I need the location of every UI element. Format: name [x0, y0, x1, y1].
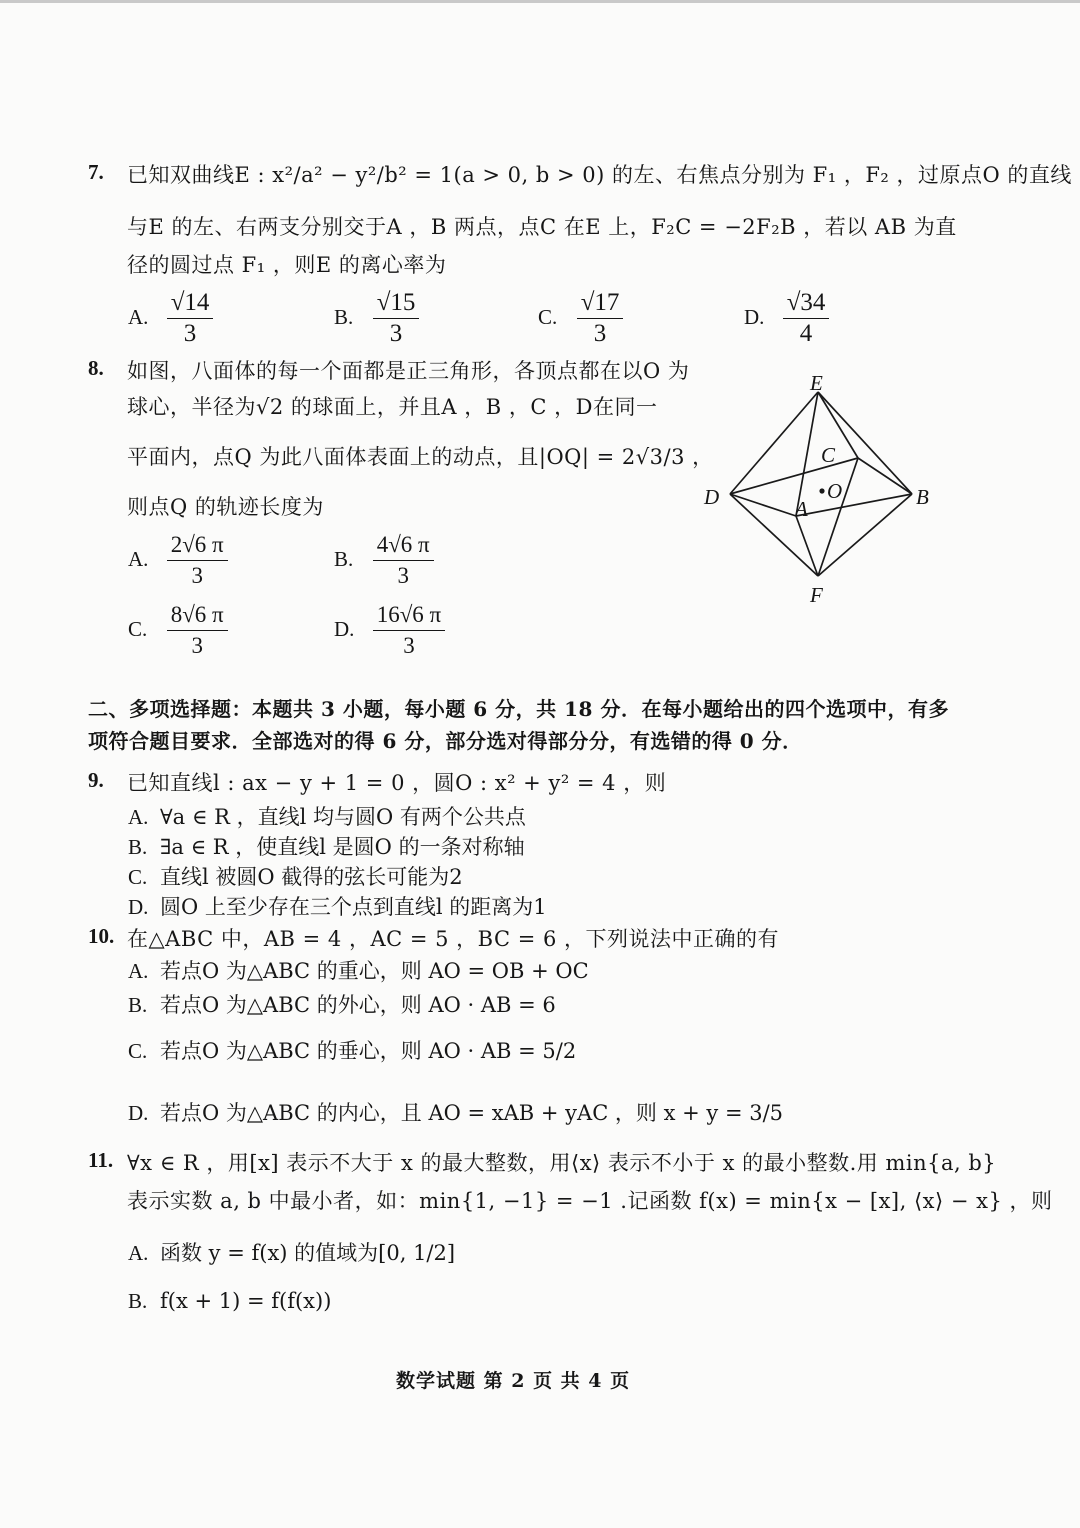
section2-line1: 二、多项选择题：本题共 3 小题，每小题 6 分，共 18 分．在每小题给出的四个选项中，有多 [88, 697, 949, 721]
option-denominator: 3 [183, 320, 197, 347]
top-border [0, 0, 1080, 3]
option-numerator: 16√6 π [373, 600, 446, 631]
q7-option-b[interactable] [334, 288, 419, 349]
q8-number: 8. [88, 356, 104, 380]
q7-number: 7. [88, 160, 104, 184]
q8-option-d[interactable] [334, 600, 445, 661]
q8-line3: 平面内，点Q 为此八面体表面上的动点，且|OQ| = 2√3/3 ， [127, 445, 714, 469]
option-label: A. [128, 547, 149, 571]
option-label: B. [334, 547, 354, 571]
option-denominator: 3 [191, 633, 203, 658]
q8-line1: 如图，八面体的每一个面都是正三角形，各顶点都在以O 为 [127, 359, 690, 383]
option-label: C. [128, 1039, 148, 1063]
option-numerator: 2√6 π [167, 530, 228, 561]
option-numerator: 8√6 π [167, 600, 228, 631]
edge-AF [796, 516, 818, 576]
option-label: A. [128, 959, 149, 983]
section2-line2: 项符合题目要求．全部选对的得 6 分，部分选对得部分分，有选错的得 0 分． [88, 729, 803, 753]
q9-option-a[interactable] [128, 802, 526, 832]
q9-option-d[interactable] [128, 892, 547, 922]
center-point [819, 488, 824, 493]
option-text: 直线l 被圆O 截得的弦长可能为2 [160, 865, 463, 889]
q8-option-a[interactable] [128, 530, 228, 591]
page-footer: 数学试题 第 2 页 共 4 页 [396, 1370, 631, 1392]
vertex-label-d: D [704, 485, 720, 509]
q10-number: 10. [88, 924, 115, 948]
vertex-label-a: A [795, 497, 808, 521]
option-denominator: 3 [593, 320, 607, 347]
option-label: C. [538, 305, 558, 329]
option-denominator: 4 [799, 320, 813, 347]
q7-line1: 已知双曲线E : x²/a² − y²/b² = 1(a > 0, b > 0) 的左、右焦点分别为 F₁ ，F₂ ，过原点O 的直线 [127, 163, 1072, 187]
q8-option-b[interactable] [334, 530, 434, 591]
q11-line2: 表示实数 a, b 中最小者，如：min{1, −1} = −1 .记函数 f(x) = min{x − [x], ⟨x⟩ − x} ，则 [127, 1189, 1053, 1213]
edge-AB [796, 494, 912, 516]
option-label: C. [128, 865, 148, 889]
edge-ED [730, 392, 818, 494]
option-numerator: 4√6 π [373, 530, 434, 561]
option-text: ∃a ∈ R ，使直线l 是圆O 的一条对称轴 [160, 835, 525, 859]
option-text: f(x + 1) = f(f(x)) [160, 1289, 332, 1313]
option-label: A. [128, 805, 149, 829]
q7-option-c[interactable] [538, 288, 623, 349]
center-label-o: O [827, 479, 843, 503]
option-label: D. [334, 617, 355, 641]
option-text: 若点O 为△ABC 的重心，则 AO = OB + OC [160, 959, 589, 983]
vertex-label-f: F [810, 583, 823, 607]
option-label: B. [128, 835, 148, 859]
option-label: D. [128, 1101, 149, 1125]
option-denominator: 3 [397, 563, 409, 588]
vertex-label-b: B [916, 485, 929, 509]
q8-line2: 球心，半径为√2 的球面上，并且A ，B ，C ，D在同一 [127, 395, 658, 419]
option-denominator: 3 [191, 563, 203, 588]
q11-number: 11. [88, 1148, 114, 1172]
option-label: A. [128, 1241, 149, 1265]
q9-stem: 已知直线l : ax − y + 1 = 0 ，圆O : x² + y² = 4 ，则 [127, 771, 667, 795]
option-label: B. [128, 993, 148, 1017]
octahedron-figure [690, 370, 950, 610]
q7-option-d[interactable] [744, 288, 829, 349]
option-label: D. [128, 895, 149, 919]
q9-option-c[interactable] [128, 862, 463, 892]
q11-option-b[interactable] [128, 1286, 331, 1316]
option-numerator: √15 [373, 288, 420, 319]
option-label: B. [334, 305, 354, 329]
option-numerator: √17 [577, 288, 624, 319]
q10-option-b[interactable] [128, 990, 556, 1020]
edge-CB [858, 458, 912, 494]
q7-line3: 径的圆过点 F₁ ，则E 的离心率为 [127, 253, 447, 277]
option-numerator: √34 [783, 288, 830, 319]
option-denominator: 3 [403, 633, 415, 658]
option-numerator: √14 [167, 288, 214, 319]
q10-option-d[interactable] [128, 1098, 783, 1128]
option-label: B. [128, 1289, 148, 1313]
option-denominator: 3 [389, 320, 403, 347]
q8-option-c[interactable] [128, 600, 228, 661]
option-text: 函数 y = f(x) 的值域为[0, 1/2] [160, 1241, 456, 1265]
option-text: 若点O 为△ABC 的垂心，则 AO · AB = 5/2 [160, 1039, 577, 1063]
q10-stem: 在△ABC 中，AB = 4 ，AC = 5 ，BC = 6 ，下列说法中正确的有 [127, 927, 780, 951]
option-label: C. [128, 617, 148, 641]
option-text: 圆O 上至少存在三个点到直线l 的距离为1 [160, 895, 547, 919]
option-label: A. [128, 305, 149, 329]
q10-option-a[interactable] [128, 956, 589, 986]
q11-option-a[interactable] [128, 1238, 455, 1268]
q10-option-c[interactable] [128, 1036, 576, 1066]
option-text: 若点O 为△ABC 的外心，则 AO · AB = 6 [160, 993, 556, 1017]
q8-line4: 则点Q 的轨迹长度为 [127, 495, 324, 519]
q7-option-a[interactable] [128, 288, 213, 349]
edge-DA [730, 494, 796, 516]
q9-number: 9. [88, 768, 104, 792]
option-label: D. [744, 305, 765, 329]
option-text: ∀a ∈ R ，直线l 均与圆O 有两个公共点 [160, 805, 526, 829]
vertex-label-c: C [821, 443, 836, 467]
option-text: 若点O 为△ABC 的内心，且 AO = xAB + yAC ，则 x + y = 3/5 [160, 1101, 784, 1125]
q7-line2: 与E 的左、右两支分别交于A ，B 两点，点C 在E 上，F₂C = −2F₂B ，若以 AB 为直 [127, 215, 957, 239]
q9-option-b[interactable] [128, 832, 525, 862]
vertex-label-e: E [810, 371, 823, 395]
q11-line1: ∀x ∈ R ，用[x] 表示不大于 x 的最大整数，用⟨x⟩ 表示不小于 x 的最小整数.用 min{a, b} [127, 1151, 997, 1175]
